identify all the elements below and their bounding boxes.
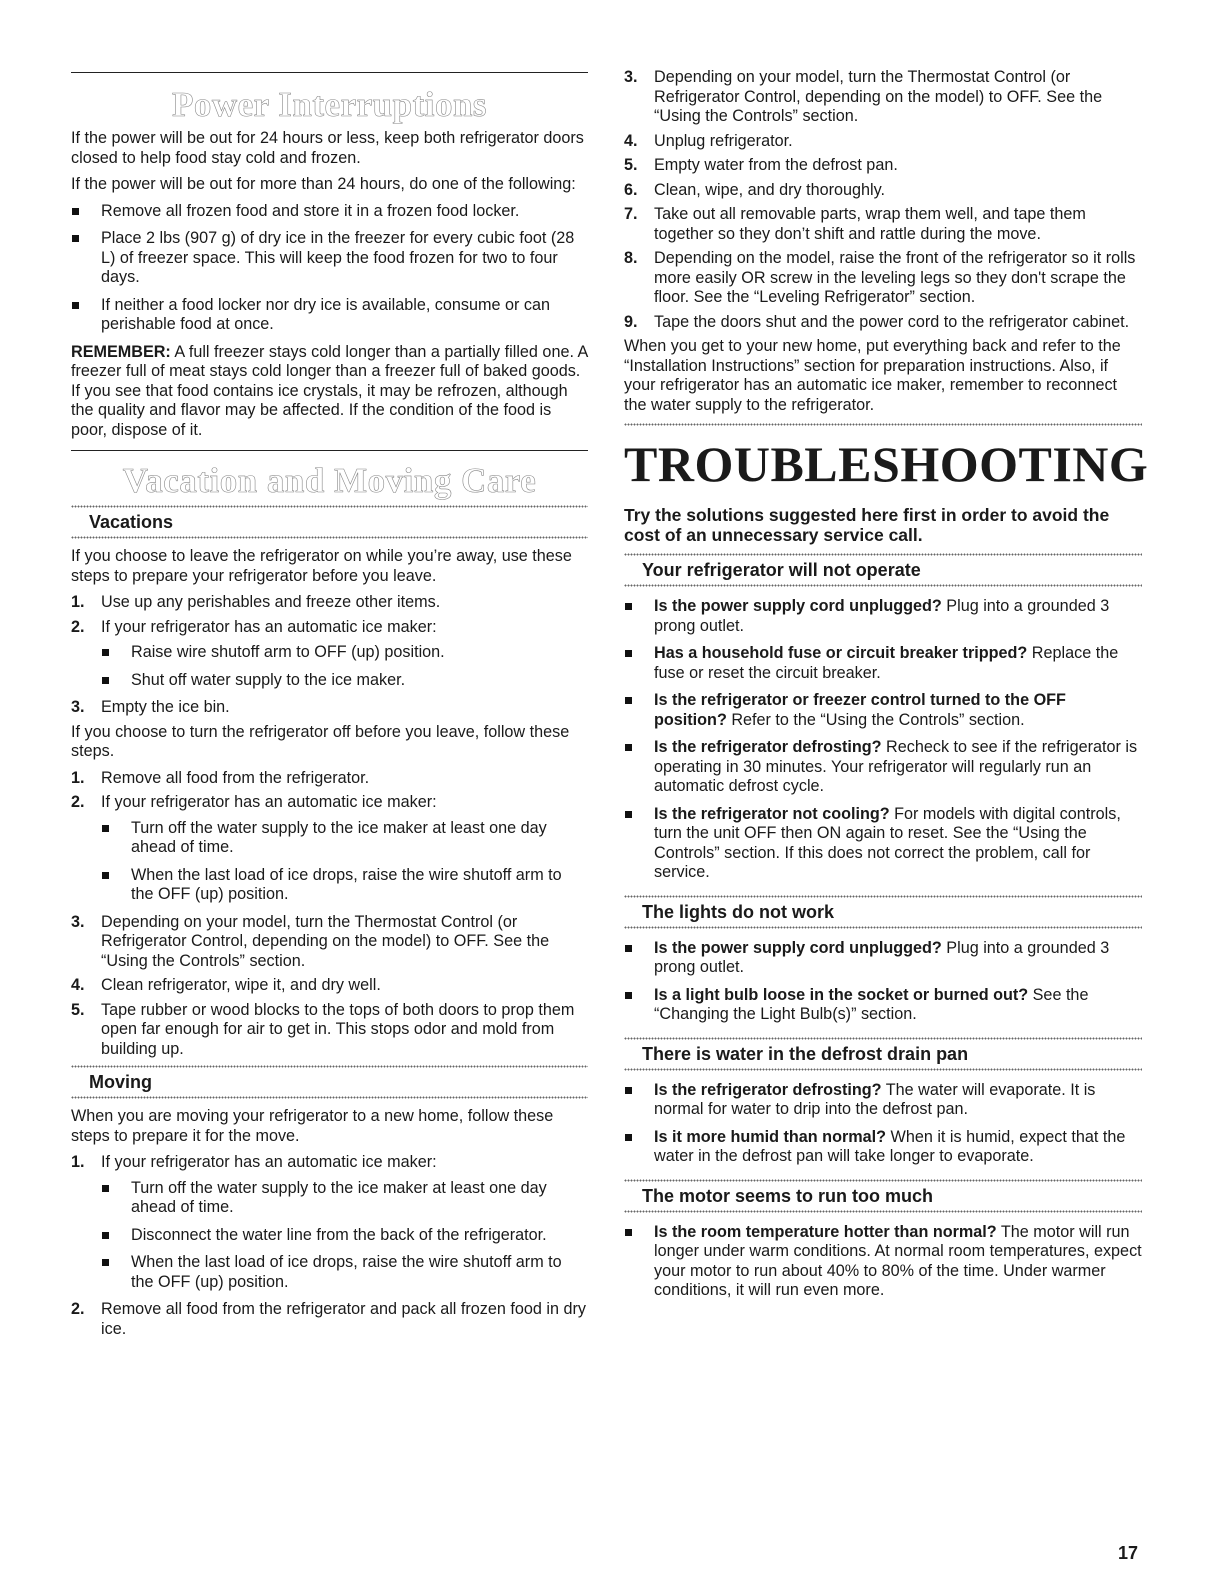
dotted-divider xyxy=(71,1096,588,1099)
list-item: Shut off water supply to the ice maker. xyxy=(101,671,588,691)
water-pan-list xyxy=(624,1081,1142,1167)
list-item: Place 2 lbs (907 g) of dry ice in the freezer for every cubic foot (28 L) of freezer space. This will keep the food frozen for two to four days. xyxy=(71,229,588,288)
power-paragraph-2: If the power will be out for more than 24 hours, do one of the following: xyxy=(71,175,576,193)
not-operate-heading: Your refrigerator will not operate xyxy=(642,560,921,580)
list-item: 1. Use up any perishables and freeze other items. xyxy=(71,593,441,611)
dotted-divider xyxy=(624,584,1142,587)
moving-heading: Moving xyxy=(89,1072,152,1092)
list-item: 3. Depending on your model, turn the Thermostat Control (or Refrigerator Control, depending on the model) to OFF. See the “Using the Controls” section. xyxy=(71,912,550,970)
top-rule xyxy=(71,72,588,73)
right-column xyxy=(624,68,1149,1309)
list-item: 2. If your refrigerator has an automatic ice maker: Raise wire shutoff arm to OFF (up) position. Shut off water supply to the ice maker. xyxy=(71,618,588,691)
remember-note xyxy=(71,343,588,441)
list-item: 4. Clean refrigerator, wipe it, and dry well. xyxy=(71,976,381,994)
troubleshooting-title: TROUBLESHOOTING xyxy=(624,436,1149,492)
list-item: Is the refrigerator not cooling? For models with digital controls, turn the unit OFF then ON again to reset. See the “Using the Controls” section. If this does not correct the problem, call for service. xyxy=(624,805,1142,883)
troubleshooting-lead: Try the solutions suggested here first in order to avoid the cost of an unnecessary service call. xyxy=(624,505,1110,545)
lights-list xyxy=(624,939,1142,1025)
motor-list xyxy=(624,1223,1142,1301)
list-item: 4. Unplug refrigerator. xyxy=(624,131,793,150)
list-item: Turn off the water supply to the ice maker at least one day ahead of time. xyxy=(101,819,588,858)
motor-heading: The motor seems to run too much xyxy=(642,1185,934,1206)
dotted-divider xyxy=(71,536,588,539)
list-item: 5. Tape rubber or wood blocks to the tops of both doors to prop them open far enough for air to get in. This stops odor and mold from building up. xyxy=(71,1000,575,1058)
moving-intro: When you are moving your refrigerator to a new home, follow these steps to prepare it for the move. xyxy=(71,1107,554,1145)
dotted-divider xyxy=(624,423,1142,426)
list-item: 3. Empty the ice bin. xyxy=(71,698,230,716)
left-column xyxy=(71,60,588,1344)
list-item: 7. Take out all removable parts, wrap them well, and tape them together so they don’t shift and rattle during the move. xyxy=(624,205,1086,243)
power-interruptions-title: Power Interruptions xyxy=(171,85,488,124)
lights-heading: The lights do not work xyxy=(642,901,834,922)
list-item: 5. Empty water from the defrost pan. xyxy=(624,156,898,174)
section-rule xyxy=(71,450,588,451)
remember-label: REMEMBER: xyxy=(71,342,171,361)
list-item: 8. Depending on the model, raise the front of the refrigerator so it rolls more easily OR screw in the leveling legs so they don't scrape the floor. See the “Leveling Refrigerator” section. xyxy=(624,249,1136,306)
water-pan-heading: There is water in the defrost drain pan xyxy=(642,1043,969,1064)
list-item: Remove all frozen food and store it in a frozen food locker. xyxy=(71,202,588,222)
list-item: 2. If your refrigerator has an automatic ice maker: Turn off the water supply to the ice maker at least one day ahead of time. When the last load of ice drops, raise the wire shutoff arm to the OFF (up) position. xyxy=(71,793,588,905)
list-item: Is the power supply cord unplugged? Plug into a grounded 3 prong outlet. xyxy=(624,939,1142,978)
vacations-list-1 xyxy=(71,593,588,718)
list-item: Is the refrigerator defrosting? The water will evaporate. It is normal for water to drip into the defrost pan. xyxy=(624,1081,1142,1120)
vacations-list-2 xyxy=(71,769,588,1060)
list-item: When the last load of ice drops, raise the wire shutoff arm to the OFF (up) position. xyxy=(101,1253,588,1292)
not-operate-list xyxy=(624,597,1142,883)
list-item: Disconnect the water line from the back of the refrigerator. xyxy=(101,1226,588,1246)
list-item: 1. Remove all food from the refrigerator. xyxy=(71,768,370,787)
list-item: Is the refrigerator or freezer control turned to the OFF position? Refer to the “Using the Controls” section. xyxy=(624,691,1142,730)
dotted-divider xyxy=(624,1210,1142,1213)
moving-list-part-1 xyxy=(71,1153,588,1339)
list-item: Is the power supply cord unplugged? Plug into a grounded 3 prong outlet. xyxy=(624,597,1142,636)
list-item: 3. Depending on your model, turn the Thermostat Control (or Refrigerator Control, depending on the model) to OFF. See the “Using the Controls” section. xyxy=(624,68,1103,125)
vacations-heading: Vacations xyxy=(89,512,174,532)
power-bullet-list xyxy=(71,202,588,335)
vacations-intro-2: If you choose to turn the refrigerator off before you leave, follow these steps. xyxy=(71,722,570,760)
power-paragraph-1: If the power will be out for 24 hours or less, keep both refrigerator doors closed to help food stay cold and frozen. xyxy=(71,129,584,167)
list-item: Is the room temperature hotter than normal? The motor will run longer under warm conditions. At normal room temperatures, expect your motor to run about 40% to 80% of the time. Under warmer conditions, it will run even more. xyxy=(624,1223,1142,1301)
dotted-divider xyxy=(624,926,1142,929)
list-item: Is it more humid than normal? When it is humid, expect that the water in the defrost pan will take longer to evaporate. xyxy=(624,1128,1142,1167)
moving-list-part-2 xyxy=(624,68,1142,332)
list-item: Has a household fuse or circuit breaker tripped? Replace the fuse or reset the circuit breaker. xyxy=(624,644,1142,683)
list-item: When the last load of ice drops, raise the wire shutoff arm to the OFF (up) position. xyxy=(101,866,588,905)
list-item: Is a light bulb loose in the socket or burned out? See the “Changing the Light Bulb(s)” section. xyxy=(624,986,1142,1025)
vacation-moving-title: Vacation and Moving Care xyxy=(122,461,537,500)
list-item: Turn off the water supply to the ice maker at least one day ahead of time. xyxy=(101,1179,588,1218)
vacations-intro-1: If you choose to leave the refrigerator on while you’re away, use these steps to prepare your refrigerator before you leave. xyxy=(71,547,572,585)
list-item: If neither a food locker nor dry ice is available, consume or can perishable food at once. xyxy=(71,296,588,335)
list-item: 6. Clean, wipe, and dry thoroughly. xyxy=(624,180,885,199)
dotted-divider xyxy=(624,1068,1142,1071)
moving-closing: When you get to your new home, put everything back and refer to the “Installation Instructions” section for preparation instructions. Also, if your refrigerator has an automatic ice maker, remember to reconnect the water supply to the refrigerator. xyxy=(624,337,1121,414)
list-item: 1. If your refrigerator has an automatic ice maker: Turn off the water supply to the ice maker at least one day ahead of time. Disconnect the water line from the back of the refrigerator. When the last load of ice drops, raise the wire shutoff arm to the OFF (up) position. xyxy=(71,1153,588,1292)
list-item: 2. Remove all food from the refrigerator and pack all frozen food in dry ice. xyxy=(71,1300,586,1338)
list-item: 9. Tape the doors shut and the power cord to the refrigerator cabinet. xyxy=(624,312,1130,331)
list-item: Raise wire shutoff arm to OFF (up) position. xyxy=(101,643,588,663)
remember-text: A full freezer stays cold longer than a partially filled one. A freezer full of meat stays cold longer than a freezer full of baked goods. If you see that food contains ice crystals, it may be refrozen, although the quality and flavor may be affected. If the condition of the food is poor, dispose of it. xyxy=(71,342,588,439)
page-number: 17 xyxy=(1118,1543,1139,1563)
list-item: Is the refrigerator defrosting? Recheck to see if the refrigerator is operating in 30 minutes. Your refrigerator will regularly run an automatic defrost cycle. xyxy=(624,738,1142,797)
